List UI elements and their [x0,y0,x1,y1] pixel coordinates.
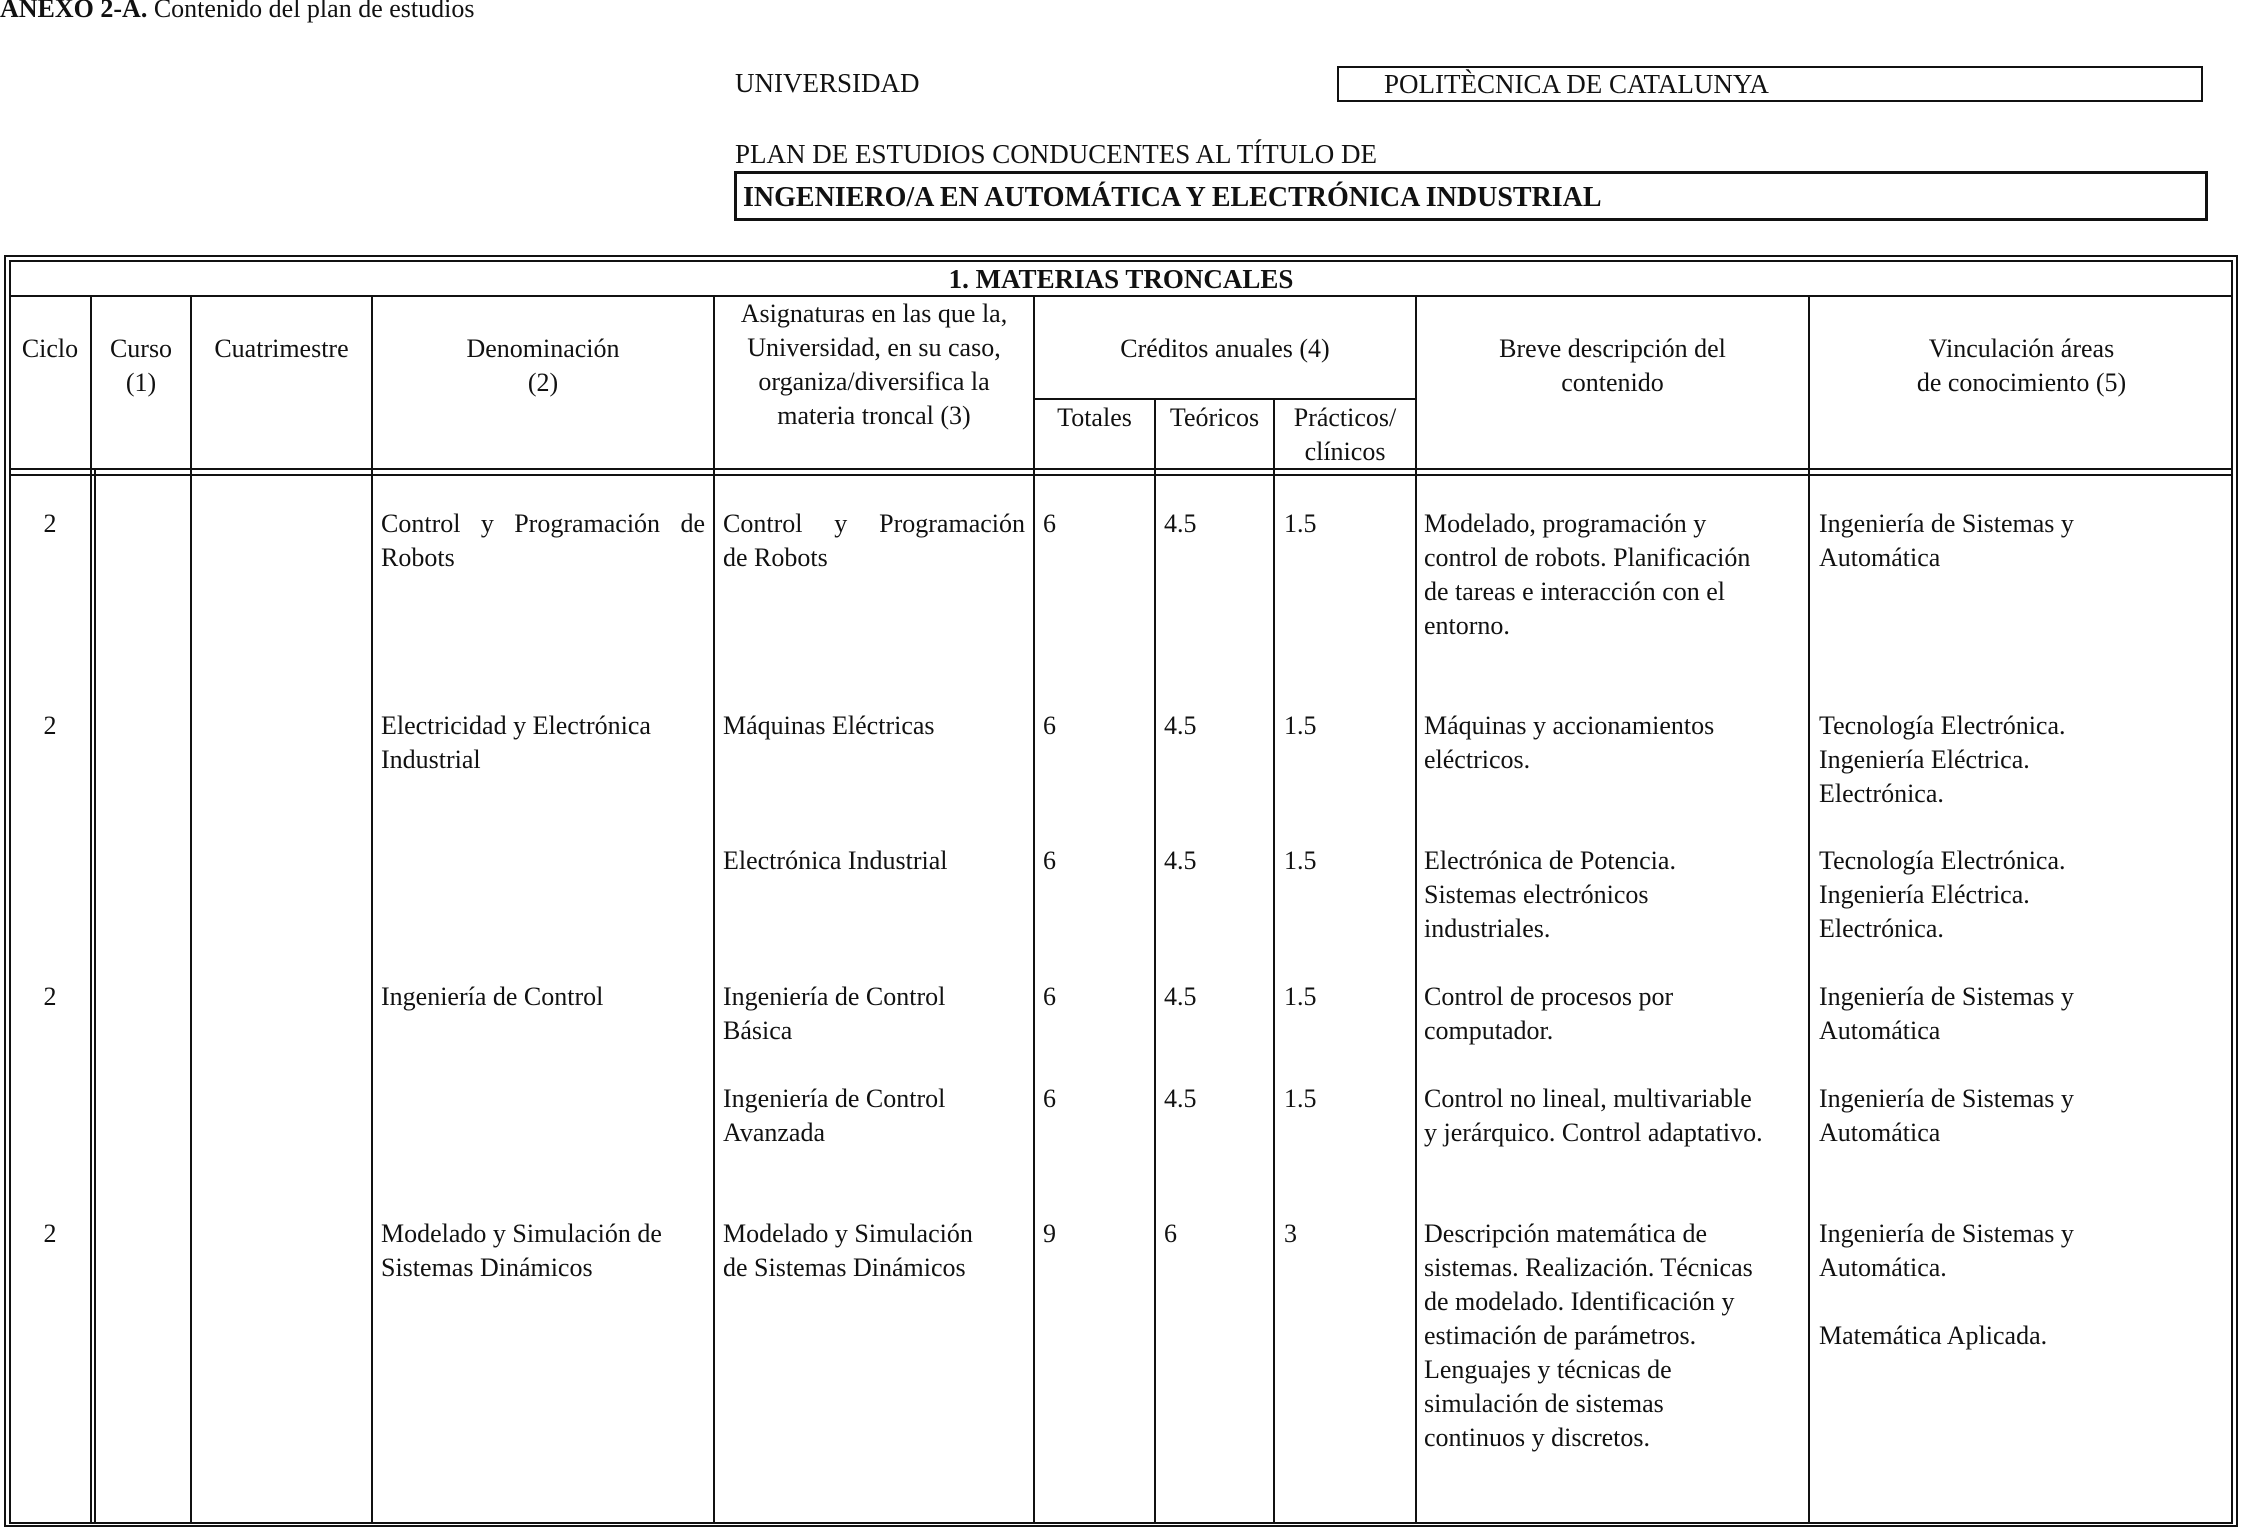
cell-line: Robots [381,543,455,572]
header-practicos-line: clínicos [1304,437,1386,466]
cell-line: Tecnología Electrónica. [1819,846,2066,875]
header-descripcion [1417,332,1808,400]
cell-line: Modelado, programación y [1424,509,1707,538]
cell-vinculacion [1819,709,2229,811]
cell-line: Sistemas electrónicos [1424,880,1649,909]
cell-line: Modelado y Simulación de [381,1219,662,1248]
cell-line: Electrónica. [1819,779,1944,808]
cell-line: eléctricos. [1424,745,1531,774]
header-curso [92,332,190,400]
cell-descripcion [1424,1217,1804,1455]
cell-line: y jerárquico. Control adaptativo. [1424,1118,1763,1147]
cell-line: Lenguajes y técnicas de [1424,1355,1672,1384]
cell-ciclo: 2 [43,982,57,1011]
divider-credits [1033,398,1416,400]
university-box [1337,66,2203,102]
cell-asignatura [723,1082,1025,1150]
cell-practicos: 1.5 [1284,1084,1317,1113]
cell-line: Básica [723,1016,793,1045]
col-divider [94,468,96,1524]
cell-line: Ingeniería de Control [381,982,604,1011]
header-asignaturas [715,297,1033,433]
cell-line: de Robots [723,543,828,572]
cell-line: Control y Programación de [381,509,705,538]
divider-header-double [9,474,2233,476]
cell-line: entorno. [1424,611,1510,640]
cell-line: Ingeniería Eléctrica. [1819,880,2030,909]
cell-totales: 6 [1043,711,1056,740]
cell-line: Industrial [381,745,481,774]
cell-ciclo: 2 [43,1219,57,1248]
cell-line: de modelado. Identificación y [1424,1287,1735,1316]
cell-descripcion [1424,507,1804,643]
cell-denominacion [381,507,705,575]
cell-line: Ingeniería de Sistemas y [1819,982,2074,1011]
cell-line: Electricidad y Electrónica [381,711,651,740]
cell-line: Electrónica Industrial [723,846,948,875]
cell-line: Electrónica. [1819,914,1944,943]
header-cuatrimestre: Cuatrimestre [214,334,349,363]
cell-line: Descripción matemática de [1424,1219,1707,1248]
header-vinculacion [1810,332,2233,400]
cell-descripcion [1424,1082,1808,1150]
cell-teoricos: 4.5 [1164,1084,1197,1113]
cell-practicos: 1.5 [1284,846,1317,875]
cell-totales: 6 [1043,509,1056,538]
cell-line: Automática [1819,1118,1941,1147]
cell-line: estimación de parámetros. [1424,1321,1697,1350]
col-divider [1033,295,1035,1524]
cell-denominacion [381,1217,705,1285]
header-asignaturas-line: materia troncal (3) [777,401,971,430]
plan-title: INGENIERO/A EN AUTOMÁTICA Y ELECTRÓNICA INDUSTRIAL [743,182,1602,213]
cell-line: de Sistemas Dinámicos [723,1253,966,1282]
cell-practicos: 1.5 [1284,711,1317,740]
cell-teoricos: 4.5 [1164,846,1197,875]
col-divider [713,295,715,1524]
header-totales: Totales [1057,403,1132,432]
annex-heading [0,0,474,24]
cell-asignatura [723,844,1025,878]
cell-totales: 6 [1043,846,1056,875]
cell-ciclo: 2 [43,509,57,538]
divider-header [9,468,2233,470]
cell-totales: 9 [1043,1219,1056,1248]
cell-vinculacion [1819,844,2229,946]
header-asignaturas-line: Universidad, en su caso, [747,333,1001,362]
cell-line: Automática. [1819,1253,1947,1282]
cell-asignatura [723,980,1025,1048]
col-divider [371,295,373,1524]
header-denominacion [373,332,713,400]
cell-vinculacion [1819,980,2229,1048]
cell-totales: 6 [1043,982,1056,1011]
cell-asignatura [723,507,1025,575]
cell-line: Ingeniería de Control [723,1084,946,1113]
cell-line: Automática [1819,1016,1941,1045]
cell-line: Máquinas y accionamientos [1424,711,1715,740]
cell-line: de tareas e interacción con el [1424,577,1725,606]
cell-vinculacion [1819,507,2229,575]
cell-line: Control de procesos por [1424,982,1674,1011]
cell-line: Ingeniería de Sistemas y [1819,1219,2074,1248]
cell-line: Automática [1819,543,1941,572]
header-asignaturas-line: Asignaturas en las que la, [740,299,1008,328]
header-denominacion-note: (2) [527,368,559,397]
col-divider [1415,295,1417,1524]
cell-denominacion [381,709,705,777]
cell-descripcion [1424,980,1804,1048]
cell-practicos: 3 [1284,1219,1297,1248]
cell-line: Ingeniería de Sistemas y [1819,509,2074,538]
cell-teoricos: 4.5 [1164,982,1197,1011]
cell-practicos: 1.5 [1284,509,1317,538]
cell-line-spacer [1819,1285,2229,1319]
cell-line: control de robots. Planificación [1424,543,1751,572]
cell-denominacion [381,980,705,1014]
cell-line: Control y Programación [723,509,1025,538]
cell-line: computador. [1424,1016,1554,1045]
col-divider [1273,398,1275,1524]
header-curso-note: (1) [125,368,157,397]
cell-line: Ingeniería Eléctrica. [1819,745,2030,774]
col-divider [90,295,92,1524]
annex-code: ANEXO 2-A. [0,0,148,23]
cell-line: continuos y discretos. [1424,1423,1651,1452]
col-divider [190,295,192,1524]
cell-practicos: 1.5 [1284,982,1317,1011]
col-divider [1808,295,1810,1524]
section-title: 1. MATERIAS TRONCALES [948,264,1294,294]
university-value: POLITÈCNICA DE CATALUNYA [1384,69,1769,99]
cell-line: industriales. [1424,914,1551,943]
header-curso-label: Curso [109,334,173,363]
cell-line: simulación de sistemas [1424,1389,1664,1418]
header-vinculacion-line: de conocimiento (5) [1916,368,2127,397]
cell-teoricos: 4.5 [1164,509,1197,538]
plan-title-box [734,171,2208,221]
cell-asignatura [723,1217,1025,1285]
cell-teoricos: 4.5 [1164,711,1197,740]
cell-asignatura [723,709,1025,743]
university-label: UNIVERSIDAD [735,68,920,98]
cell-totales: 6 [1043,1084,1056,1113]
cell-vinculacion [1819,1082,2229,1150]
header-ciclo: Ciclo [21,334,79,363]
header-teoricos: Teóricos [1169,403,1260,432]
cell-line: sistemas. Realización. Técnicas [1424,1253,1753,1282]
header-asignaturas-line: organiza/diversifica la [758,367,990,396]
cell-line: Matemática Aplicada. [1819,1321,2048,1350]
cell-vinculacion [1819,1217,2229,1353]
header-practicos [1275,401,1415,469]
annex-text: Contenido del plan de estudios [147,0,475,23]
cell-line: Electrónica de Potencia. [1424,846,1676,875]
header-vinculacion-line: Vinculación áreas [1928,334,2115,363]
plan-label: PLAN DE ESTUDIOS CONDUCENTES AL TÍTULO DE [735,139,1377,169]
cell-line: Modelado y Simulación [723,1219,973,1248]
cell-line: Ingeniería de Control [723,982,946,1011]
cell-descripcion [1424,844,1804,946]
cell-line: Control no lineal, multivariable [1424,1084,1752,1113]
cell-ciclo: 2 [43,711,57,740]
cell-line: Máquinas Eléctricas [723,711,935,740]
header-denominacion-label: Denominación [466,334,620,363]
header-practicos-line: Prácticos/ [1293,403,1397,432]
cell-line: Sistemas Dinámicos [381,1253,593,1282]
header-descripcion-line: Breve descripción del [1499,334,1726,363]
cell-line: Ingeniería de Sistemas y [1819,1084,2074,1113]
cell-line: Avanzada [723,1118,826,1147]
cell-descripcion [1424,709,1804,777]
header-descripcion-line: contenido [1561,368,1664,397]
cell-teoricos: 6 [1164,1219,1177,1248]
header-creditos: Créditos anuales (4) [1120,334,1330,363]
col-divider [1154,398,1156,1524]
cell-line: Tecnología Electrónica. [1819,711,2066,740]
